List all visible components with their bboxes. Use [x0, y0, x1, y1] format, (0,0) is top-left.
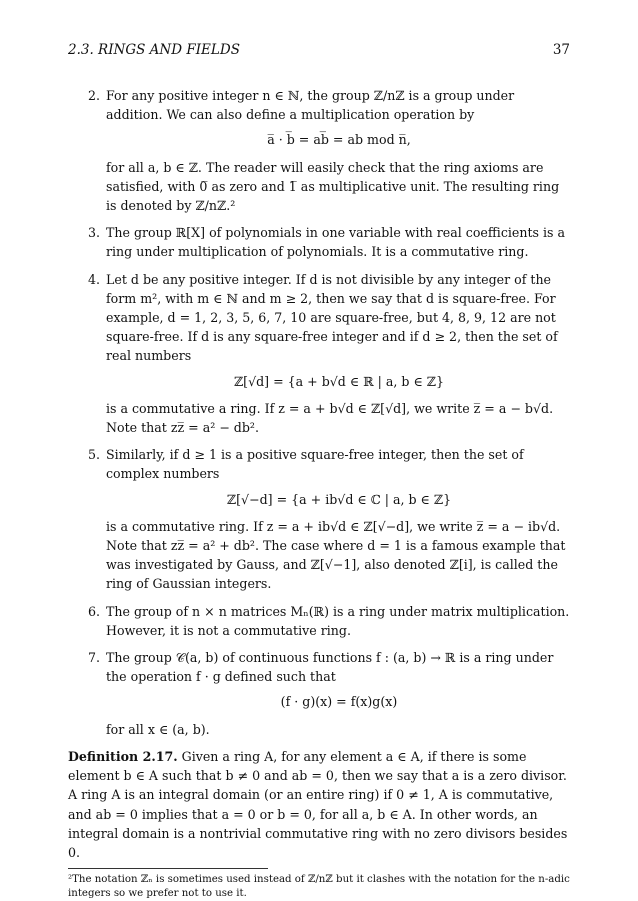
- definition-label: Definition 2.17.: [68, 748, 178, 764]
- list-item: [68, 86, 572, 215]
- section-title: 2.3. RINGS AND FIELDS: [68, 42, 240, 58]
- running-header: [68, 42, 570, 62]
- item-number: 7.: [88, 650, 101, 666]
- item-text-after: is a commutative a ring. If z = a + b√d ∈ ℤ[√d], we write z̅ = a − b√d. Note that zz̅ = a² − db².: [106, 400, 554, 436]
- item-text: The group of n × n matrices Mₙ(ℝ) is a ring under matrix multiplication. However, it is not a commutative ring.: [106, 603, 570, 638]
- display-equation: ℤ[√d] = {a + b√d ∈ ℝ | a, b ∈ ℤ}: [233, 373, 445, 389]
- page-body: [68, 86, 572, 901]
- item-text: The group 𝒞(a, b) of continuous functions f : (a, b) → ℝ is a ring under the operation f · g defined such that: [106, 650, 554, 685]
- page-number: 37: [552, 42, 570, 58]
- item-number: 6.: [88, 603, 101, 619]
- list-item: [68, 445, 572, 593]
- item-number: 2.: [88, 88, 101, 103]
- item-text: Let d be any positive integer. If d is not divisible by any integer of the form m², with m ∈ ℕ and m ≥ 2, then we say that d is square-free. For example, d = 1, 2, 3, 5, 6, 7, 10 are square-free, but 4, 8, 9, 12 are not square-free. If d is any square-free integer and if d ≥ 2, then the set of real numbers: [106, 271, 558, 364]
- list-item: [68, 648, 572, 739]
- item-text: Similarly, if d ≥ 1 is a positive square-free integer, then the set of complex numbers: [106, 447, 524, 482]
- definition: [68, 747, 572, 862]
- item-text: The group ℝ[X] of polynomials in one variable with real coefficients is a ring under multiplication of polynomials. It is a commutative ring.: [106, 225, 566, 260]
- definition-text: Given a ring A, for any element a ∈ A, if there is some element b ∈ A such that b ≠ 0 and ab = 0, then we say that a is a zero divisor. A ring A is an integral domain (or an entire ring) if 0 ≠ 1, A is commutative, and ab = 0 implies that a = 0 or b = 0, for all a, b ∈ A. In other words, an integral domain is a nontrivial commutative ring with no zero divisors besides 0.: [68, 748, 568, 860]
- display-equation: (f · g)(x) = f(x)g(x): [280, 694, 398, 710]
- footnote-rule: [68, 868, 268, 869]
- display-equation: ℤ[√−d] = {a + ib√d ∈ ℂ | a, b ∈ ℤ}: [226, 491, 452, 507]
- item-text-after: is a commutative ring. If z = a + ib√d ∈ ℤ[√−d], we write z̅ = a − ib√d. Note that zz̅ = a² + db². The case where d = 1 is a famous example that was investigated by Gauss, and ℤ[√−1], also denoted ℤ[i], is called the ring of Gaussian integers.: [106, 518, 566, 592]
- item-number: 5.: [88, 447, 101, 463]
- list-item: [68, 602, 572, 640]
- item-number: 4.: [88, 271, 101, 287]
- item-text-after: for all x ∈ (a, b).: [106, 721, 210, 737]
- list-item: [68, 223, 572, 261]
- footnote: ²The notation ℤₙ is sometimes used instead of ℤ/nℤ but it clashes with the notation for the n-adic integers so we prefer not to use it.: [68, 874, 570, 900]
- item-text-after: for all a, b ∈ ℤ. The reader will easily check that the ring axioms are satisfied, with 0̅ as zero and 1̅ as multiplicative unit. The resulting ring is denoted by ℤ/nℤ.²: [106, 159, 560, 214]
- list-item: [68, 270, 572, 438]
- display-equation: a̅ · b̅ = ab̅ = ab mod n̅,: [267, 132, 411, 148]
- item-text: For any positive integer n ∈ ℕ, the group ℤ/nℤ is a group under addition. We can also define a multiplication operation by: [106, 88, 515, 123]
- item-number: 3.: [88, 225, 101, 241]
